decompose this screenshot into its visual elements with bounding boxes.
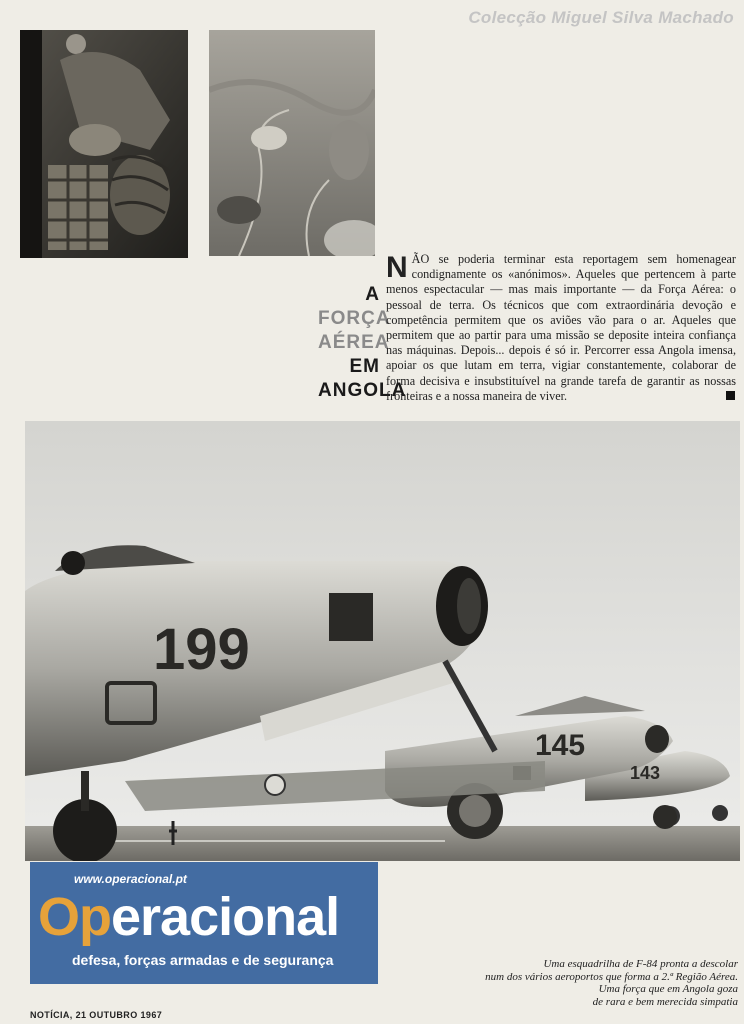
caption-line-3: Uma força que em Angola goza [598, 983, 738, 996]
photo-f84-squadron [25, 421, 740, 861]
kicker-line-angola: ANGOLA [318, 380, 407, 401]
watermark-logo [38, 888, 339, 946]
kicker-line-forca: FORÇA [318, 308, 391, 329]
kicker-line-em: EM [349, 356, 380, 377]
end-mark-icon [726, 391, 735, 400]
collection-credit: Colecção Miguel Silva Machado [468, 8, 734, 27]
kicker-line-aerea: AÉREA [318, 332, 390, 353]
operacional-watermark [30, 862, 378, 984]
logo-rest: eracional [111, 887, 340, 947]
watermark-tagline: defesa, forças armadas e de segurança [72, 952, 334, 968]
kicker-line-a: A [365, 284, 380, 305]
caption-line-2: num dos vários aeroportos que forma a 2.ª Região Aérea. [485, 970, 738, 983]
aerial-drop-image [209, 30, 375, 256]
caption-line-1: Uma esquadrilha de F-84 pronta a descolar [543, 958, 738, 970]
drop-cap: N [386, 251, 408, 284]
f84-squadron-image [25, 421, 740, 861]
photo-caption [378, 958, 738, 1008]
caption-line-4: de rara e bem merecida simpatia [592, 995, 738, 1008]
photo-aerial-drop [209, 30, 375, 256]
tail-number-middle: 145 [535, 729, 586, 762]
tail-number-rear: 143 [630, 763, 661, 783]
article-text [386, 252, 736, 404]
cargo-hold-image [20, 30, 188, 258]
tail-number-front: 199 [153, 617, 250, 682]
article-body: ÃO se poderia terminar esta reportagem sem homenagear condignamente os «anónimos». Aqueles que pertencem à parte menos espectacular — mas mais importante — da Força Aérea: o pessoal de terra. Os técnicos que com extraordinária devoção e competência permitem que os aviões vão para o ar. Aqueles que permitem que ao partir para uma missão se deposite inteira confiança nas máquinas. Depois... depois é só ir. Percorrer essa Angola imensa, apoiar os que lutam em terra, vigiar constantemente, colaborar de forma decisiva e insubstituível na grande tarefa de garantir as nossas fronteiras e a nossa maneira de viver. [386, 252, 736, 403]
page-footer: NOTÍCIA, 21 OUTUBRO 1967 [30, 1010, 163, 1020]
photo-cargo-hold [20, 30, 188, 258]
section-kicker [318, 283, 407, 403]
watermark-url: www.operacional.pt [74, 872, 187, 886]
logo-prefix: Op [38, 887, 111, 947]
